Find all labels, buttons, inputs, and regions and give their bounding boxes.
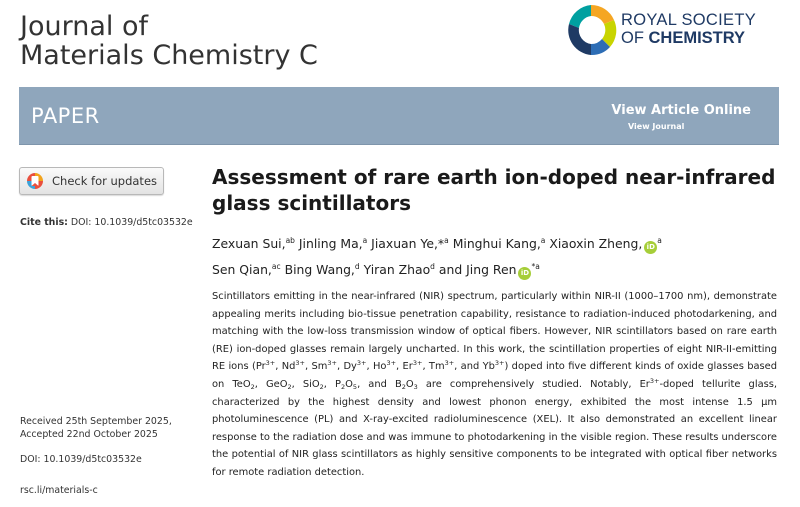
check-for-updates-label: Check for updates — [52, 174, 158, 188]
rsc-wordmark-prefix: OF — [621, 29, 649, 47]
rsc-wordmark-line1: ROYAL SOCIETY — [621, 11, 757, 29]
orcid-icon[interactable]: iD — [644, 241, 657, 254]
author[interactable]: Minghui Kang,$^a$ — [452, 236, 546, 251]
rare-earth-ion: $Yb^{3+}$ — [482, 359, 505, 373]
oxide-formula: SiO$_2$ — [302, 378, 324, 391]
oxide-list: TeO$_2$, GeO$_2$, SiO$_2$, $P_2O_5$, and $B_2O_3$ — [232, 378, 418, 391]
author[interactable]: Yiran Zhao$^d$ — [363, 262, 435, 277]
abstract-part-1: Scintillators emitting in the near-infrared (NIR) spectrum, particularly within NIR-II (1000–1700 nm), demonstrate appealing merits including bio-tissue penetration capability, resistance to radiation-induced photodarkening, and matching with the low-loss transmission window of optical fibers. However, NIR scintillators based on rare earth (RE) ion-doped glasses remain largely uncharted. In this work, the scintillation properties of eight NIR-II-emitting RE ions ( — [212, 291, 777, 373]
journal-title — [20, 12, 318, 70]
accepted-date: Accepted 22nd October 2025 — [20, 429, 158, 440]
doi-text[interactable]: DOI: 10.1039/d5tc03532e — [20, 454, 142, 465]
rare-earth-ion: $Sm^{3+}$ — [311, 359, 337, 373]
author[interactable]: Jiaxuan Ye,*$^a$ — [371, 236, 449, 251]
oxide-formula: GeO$_2$ — [265, 378, 292, 391]
author-affiliation: *a — [531, 262, 540, 271]
rare-earth-ion: $Er^{3+}$ — [402, 359, 423, 373]
article-type-banner — [19, 87, 779, 145]
erbium-ion: $Er^{3+}$ — [639, 376, 660, 390]
rare-earth-ion: $Ho^{3+}$ — [372, 359, 397, 373]
rare-earth-ion-list: $Pr^{3+}$, $Nd^{3+}$, $Sm^{3+}$, $Dy^{3+}$, $Ho^{3+}$, $Er^{3+}$, $Tm^{3+}$, and $Yb^{3+}$ — [255, 359, 505, 373]
journal-url[interactable]: rsc.li/materials-c — [20, 485, 98, 496]
author[interactable]: Bing Wang,$^d$ — [284, 262, 360, 277]
abstract-part-2: ) doped into five different kinds of oxide glasses based on — [212, 361, 778, 390]
oxide-formula: TeO$_2$ — [232, 378, 255, 391]
rare-earth-ion: $Pr^{3+}$ — [255, 359, 276, 373]
view-article-online-link[interactable]: View Article Online — [611, 103, 751, 118]
author-list — [212, 229, 772, 281]
cite-doi[interactable]: DOI: 10.1039/d5tc03532e — [70, 217, 193, 228]
article-type-label: PAPER — [31, 104, 100, 128]
journal-title-line2: Materials Chemistry C — [20, 40, 318, 71]
author[interactable]: Jinling Ma,$^a$ — [298, 236, 368, 251]
view-journal-link[interactable]: View Journal — [628, 122, 685, 131]
rsc-logo-icon — [565, 2, 617, 60]
rsc-logo[interactable] — [565, 2, 780, 60]
rsc-wordmark-bold: CHEMISTRY — [648, 29, 746, 47]
rsc-wordmark — [621, 11, 756, 47]
journal-title-line1: Journal of — [20, 11, 148, 42]
orcid-icon[interactable]: iD — [518, 267, 531, 280]
rare-earth-ion: $Nd^{3+}$ — [281, 359, 305, 373]
author[interactable]: and Jing Ren — [438, 262, 517, 277]
received-date: Received 25th September 2025, — [20, 416, 172, 427]
oxide-formula: $B_2O_3$ — [394, 378, 418, 391]
abstract-part-4: -doped tellurite glass, characterized by the highest density and lowest phonon energy, exhibited the most intense 1.5 μm photoluminescence (PL) and X-ray-excited radioluminescence (XEL). It also demonstrated an excellent linear response to the radiation dose and was immune to photodarkening in the visible region. These results underscore the potential of NIR glass scintillators as highly sensitive components to be integrated with optical fiber networks for remote radiation detection. — [212, 378, 778, 478]
abstract-part-3: are comprehensively studied. Notably, — [417, 378, 640, 390]
rare-earth-ion: $Dy^{3+}$ — [343, 359, 367, 373]
rsc-wordmark-line2 — [621, 29, 756, 47]
check-for-updates-button[interactable] — [19, 167, 164, 195]
author[interactable]: Zexuan Sui,$^{ab}$ — [212, 236, 295, 251]
article-title: Assessment of rare earth ion-doped near-infrared glass scintillators — [212, 165, 776, 215]
oxide-formula: $P_2O_5$ — [335, 378, 358, 391]
cite-this — [20, 216, 193, 229]
rare-earth-ion: $Tm^{3+}$ — [428, 359, 455, 373]
cite-label: Cite this: — [20, 217, 68, 228]
author-affiliation: a — [657, 236, 662, 245]
abstract — [212, 288, 777, 482]
author[interactable]: Xiaoxin Zheng, — [549, 236, 643, 251]
author[interactable]: Sen Qian,$^{ac}$ — [212, 262, 281, 277]
crossmark-icon — [26, 172, 44, 190]
